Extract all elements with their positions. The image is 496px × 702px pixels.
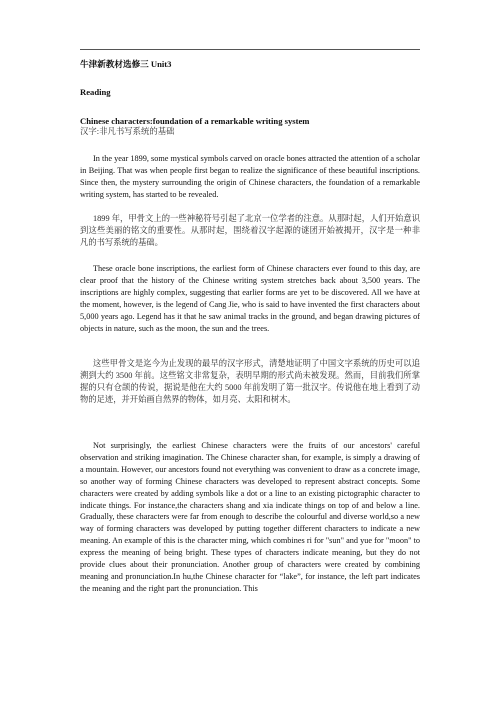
paragraph-2-english: These oracle bone inscriptions, the earliest form of Chinese characters ever found to this day, are clear proof that the history of the Chinese writing system stretches back about 3,500 years. The inscriptions are highly complex, suggesting that earlier forms are yet to be discovered. All we have at the moment, however, is the legend of Cang Jie, who is said to have invented the first characters about 5,000 years ago. Legend has it that he saw animal tracks in the ground, and began drawing pictures of objects in nature, such as the moon, the sun and the trees. bbox=[80, 264, 420, 333]
section-label: Reading bbox=[80, 87, 111, 97]
document-header: 牛津新教材选修三 Unit3 bbox=[80, 59, 172, 69]
paragraph-1-chinese: 1899 年，甲骨文上的一些神秘符号引起了北京一位学者的注意。从那时起，人们开始意识到这些美丽的铭文的重要性。从那时起，围绕着汉字起源的谜团开始被揭开，汉字是一种非凡的书写系统的基础。 bbox=[80, 214, 420, 247]
paragraph-1-english: In the year 1899, some mystical symbols carved on oracle bones attracted the attention of a scholar in Beijing. That was when people first began to realize the significance of these beautiful inscriptions. Since then, the mystery surrounding the origin of Chinese characters, the foundation of a remarkable writing system, has started to be revealed. bbox=[80, 154, 420, 199]
title-chinese: 汉字:非凡书写系统的基础 bbox=[80, 127, 175, 136]
paragraph-2-chinese: 这些甲骨文是迄今为止发现的最早的汉字形式，清楚地证明了中国文字系统的历史可以追溯到大约 3500 年前。这些铭文非常复杂，表明早期的形式尚未被发现。然而，目前我们所掌握的只有仓颉的传说，据说是他在大约 5000 年前发明了第一批汉字。传说他在地上看到了动物的足迹，并开始画自然界的物体，如月亮、太阳和树木。 bbox=[80, 359, 420, 404]
paragraph-3-english: Not surprisingly, the earliest Chinese characters were the fruits of our ancestors' careful observation and striking imagination. The Chinese character shan, for example, is simply a drawing of a mountain. However, our ancestors found not everything was convenient to draw as a concrete image, so another way of forming Chinese characters was developed to represent abstract concepts. Some characters were created by adding symbols like a dot or a line to an existing pictographic character to indicate things. For instance,the characters shang and xia indicate things on top of and below a line. Gradually, these characters were far from enough to describe the colourful and diverse world,so a new way of forming characters was developed by putting together different characters to indicate a new meaning. An example of this is the character ming, which combines ri for "sun" and yue for "moon" to express the meaning of being bright. These types of characters indicate meaning, but they do not provide clues about their pronunciation. Another group of characters were created by combining meaning and pronunciation.In hu,the Chinese character for “lake”, for instance, the left part indicates the meaning and the right part the pronunciation. This bbox=[80, 441, 420, 593]
header-rule bbox=[80, 49, 420, 50]
title-english: Chinese characters:foundation of a remarkable writing system bbox=[80, 116, 310, 126]
